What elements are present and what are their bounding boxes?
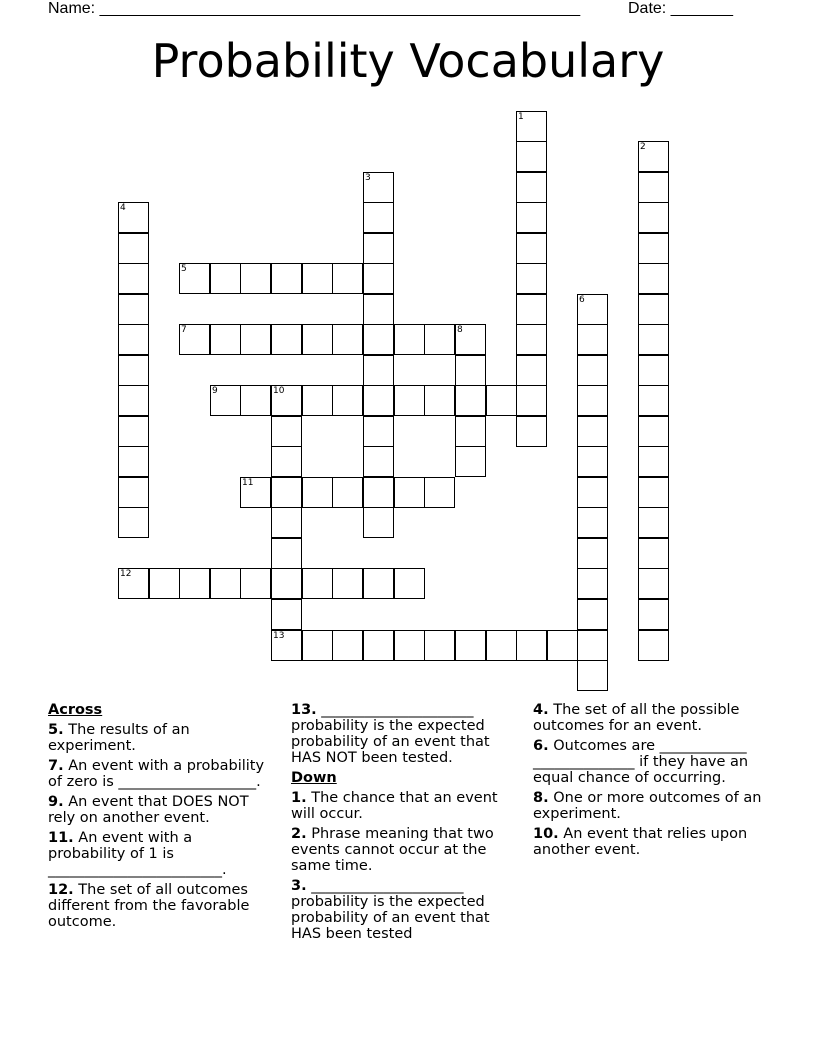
crossword-cell[interactable] [577,477,608,508]
crossword-cell[interactable] [394,630,425,661]
crossword-cell[interactable] [424,477,455,508]
crossword-cell[interactable] [118,416,149,447]
cell-number: 5 [181,264,187,274]
clue-number: 12. [48,882,74,898]
crossword-cell[interactable] [577,385,608,416]
crossword-cell[interactable] [271,538,302,569]
crossword-cell[interactable] [486,385,517,416]
crossword-cell[interactable] [118,202,149,233]
crossword-cell[interactable] [271,477,302,508]
crossword-cell[interactable] [424,630,455,661]
clue-text: _____________________ probability is the expected probability of an event that HAS been tested [291,878,490,942]
crossword-cell[interactable] [516,324,547,355]
cell-number: 10 [273,386,285,396]
crossword-cell[interactable] [516,202,547,233]
crossword-cell[interactable] [424,385,455,416]
crossword-cell[interactable] [638,538,669,569]
crossword-cell[interactable] [638,324,669,355]
crossword-cell[interactable] [394,568,425,599]
clue-number: 9. [48,794,64,810]
crossword-cell[interactable] [577,660,608,691]
crossword-cell[interactable] [516,172,547,203]
cell-number: 12 [120,569,132,579]
crossword-cell[interactable] [118,355,149,386]
crossword-cell[interactable] [271,385,302,416]
crossword-cell[interactable] [240,568,271,599]
crossword-cell[interactable] [271,599,302,630]
crossword-cell[interactable] [363,568,394,599]
crossword-cell[interactable] [302,630,333,661]
crossword-cell[interactable] [638,568,669,599]
crossword-cell[interactable] [240,263,271,294]
clue-number: 6. [533,738,549,754]
crossword-cell[interactable] [363,202,394,233]
crossword-cell[interactable] [547,630,578,661]
clue-text: An event with a probability of zero is ___________________. [48,758,265,790]
crossword-cell[interactable] [516,385,547,416]
crossword-cell[interactable] [638,202,669,233]
crossword-cell[interactable] [577,630,608,661]
crossword-cell[interactable] [363,294,394,325]
clue-number: 10. [533,826,559,842]
clue-across-7 [48,758,273,790]
crossword-cell[interactable] [638,172,669,203]
clue-across-13 [291,702,516,766]
cell-number: 8 [457,325,463,335]
clue-text: The set of all the possible outcomes for an event. [533,702,740,734]
clue-number: 1. [291,790,307,806]
crossword-cell[interactable] [302,568,333,599]
crossword-cell[interactable] [516,630,547,661]
clue-number: 5. [48,722,64,738]
crossword-cell[interactable] [302,477,333,508]
clue-number: 3. [291,878,307,894]
crossword-cell[interactable] [638,630,669,661]
crossword-cell[interactable] [638,233,669,264]
clue-down-2 [291,826,516,874]
crossword-cell[interactable] [332,324,363,355]
clue-text: _____________________ probability is the expected probability of an event that HAS NOT been tested. [291,702,490,766]
clue-text: One or more outcomes of an experiment. [533,790,762,822]
down-heading: Down [291,770,337,786]
crossword-cell[interactable] [302,385,333,416]
cell-number: 9 [212,386,218,396]
crossword-cell[interactable] [210,385,241,416]
crossword-cell[interactable] [638,446,669,477]
crossword-cell[interactable] [271,446,302,477]
name-field-label: Name: ______________________________________________________ [48,0,581,17]
clue-across-5 [48,722,273,754]
crossword-cell[interactable] [363,355,394,386]
crossword-cell[interactable] [118,568,149,599]
crossword-cell[interactable] [332,263,363,294]
crossword-cell[interactable] [516,141,547,172]
crossword-cell[interactable] [455,446,486,477]
crossword-cell[interactable] [179,263,210,294]
crossword-cell[interactable] [455,385,486,416]
cell-number: 3 [365,173,371,183]
clue-number: 13. [291,702,317,718]
crossword-cell[interactable] [271,630,302,661]
crossword-cell[interactable] [118,263,149,294]
crossword-cell[interactable] [486,630,517,661]
crossword-cell[interactable] [210,263,241,294]
crossword-cell[interactable] [638,263,669,294]
crossword-cell[interactable] [516,355,547,386]
crossword-cell[interactable] [271,416,302,447]
crossword-cell[interactable] [516,111,547,142]
crossword-cell[interactable] [424,324,455,355]
cell-number: 6 [579,295,585,305]
crossword-cell[interactable] [332,477,363,508]
crossword-cell[interactable] [577,294,608,325]
crossword-cell[interactable] [240,477,271,508]
clue-number: 11. [48,830,74,846]
crossword-cell[interactable] [332,630,363,661]
crossword-cell[interactable] [210,568,241,599]
across-heading: Across [48,702,103,718]
crossword-cell[interactable] [271,568,302,599]
crossword-cell[interactable] [516,263,547,294]
clue-across-9 [48,794,273,826]
cell-number: 1 [518,112,524,122]
crossword-cell[interactable] [271,324,302,355]
crossword-cell[interactable] [363,233,394,264]
clue-down-3 [291,878,516,942]
crossword-cell[interactable] [455,355,486,386]
crossword-cell[interactable] [363,416,394,447]
crossword-cell[interactable] [577,416,608,447]
crossword-cell[interactable] [118,446,149,477]
crossword-cell[interactable] [363,324,394,355]
clue-down-1 [291,790,516,822]
clue-column-1 [48,702,273,934]
crossword-cell[interactable] [118,507,149,538]
crossword-cell[interactable] [118,477,149,508]
crossword-cell[interactable] [363,385,394,416]
crossword-cell[interactable] [363,507,394,538]
crossword-cell[interactable] [638,385,669,416]
crossword-cell[interactable] [455,324,486,355]
clue-number: 8. [533,790,549,806]
date-field-label: Date: _______ [628,0,733,17]
crossword-cell[interactable] [271,507,302,538]
crossword-cell[interactable] [577,599,608,630]
crossword-cell[interactable] [118,324,149,355]
crossword-cell[interactable] [577,324,608,355]
crossword-cell[interactable] [638,477,669,508]
clue-across-12 [48,882,273,930]
crossword-cell[interactable] [638,294,669,325]
clue-down-6 [533,738,768,786]
cell-number: 11 [242,478,254,488]
clue-text: An event that DOES NOT rely on another event. [48,794,249,826]
crossword-cell[interactable] [240,385,271,416]
crossword-cell[interactable] [179,568,210,599]
crossword-cell[interactable] [394,324,425,355]
clue-text: The results of an experiment. [48,722,190,754]
crossword-cell[interactable] [455,416,486,447]
crossword-cell[interactable] [302,324,333,355]
crossword-cell[interactable] [394,385,425,416]
crossword-cell[interactable] [363,446,394,477]
crossword-cell[interactable] [577,568,608,599]
cell-number: 13 [273,631,285,641]
crossword-cell[interactable] [149,568,180,599]
crossword-cell[interactable] [455,630,486,661]
clue-column-3 [533,702,768,862]
crossword-cell[interactable] [577,538,608,569]
crossword-cell[interactable] [332,385,363,416]
crossword-cell[interactable] [577,446,608,477]
clue-down-4 [533,702,768,734]
crossword-cell[interactable] [118,385,149,416]
crossword-cell[interactable] [363,263,394,294]
crossword-cell[interactable] [638,141,669,172]
crossword-cell[interactable] [118,233,149,264]
crossword-cell[interactable] [638,416,669,447]
crossword-cell[interactable] [302,263,333,294]
clue-number: 4. [533,702,549,718]
crossword-cell[interactable] [210,324,241,355]
crossword-cell[interactable] [516,416,547,447]
crossword-cell[interactable] [516,294,547,325]
page-title: Probability Vocabulary [151,34,665,88]
cell-number: 4 [120,203,126,213]
crossword-cell[interactable] [363,172,394,203]
cell-number: 2 [640,142,646,152]
crossword-cell[interactable] [577,355,608,386]
clue-text: The chance that an event will occur. [291,790,498,822]
clue-text: Outcomes are ____________ ______________ if they have an equal chance of occurring. [533,738,749,786]
clue-down-8 [533,790,768,822]
cell-number: 7 [181,325,187,335]
clue-text: An event that relies upon another event. [533,826,748,858]
clue-across-11 [48,830,273,878]
clue-text: The set of all outcomes different from the favorable outcome. [48,882,250,930]
crossword-cell[interactable] [332,568,363,599]
crossword-cell[interactable] [638,507,669,538]
crossword-cell[interactable] [516,233,547,264]
crossword-cell[interactable] [638,599,669,630]
clue-number: 2. [291,826,307,842]
crossword-cell[interactable] [394,477,425,508]
crossword-cell[interactable] [271,263,302,294]
clue-text: An event with a probability of 1 is ________________________. [48,830,227,878]
crossword-cell[interactable] [240,324,271,355]
crossword-cell[interactable] [638,355,669,386]
crossword-cell[interactable] [577,507,608,538]
clue-column-2 [291,702,516,946]
clue-number: 7. [48,758,64,774]
crossword-cell[interactable] [118,294,149,325]
clue-text: Phrase meaning that two events cannot occur at the same time. [291,826,494,874]
crossword-cell[interactable] [363,477,394,508]
crossword-cell[interactable] [179,324,210,355]
crossword-cell[interactable] [363,630,394,661]
clue-down-10 [533,826,768,858]
